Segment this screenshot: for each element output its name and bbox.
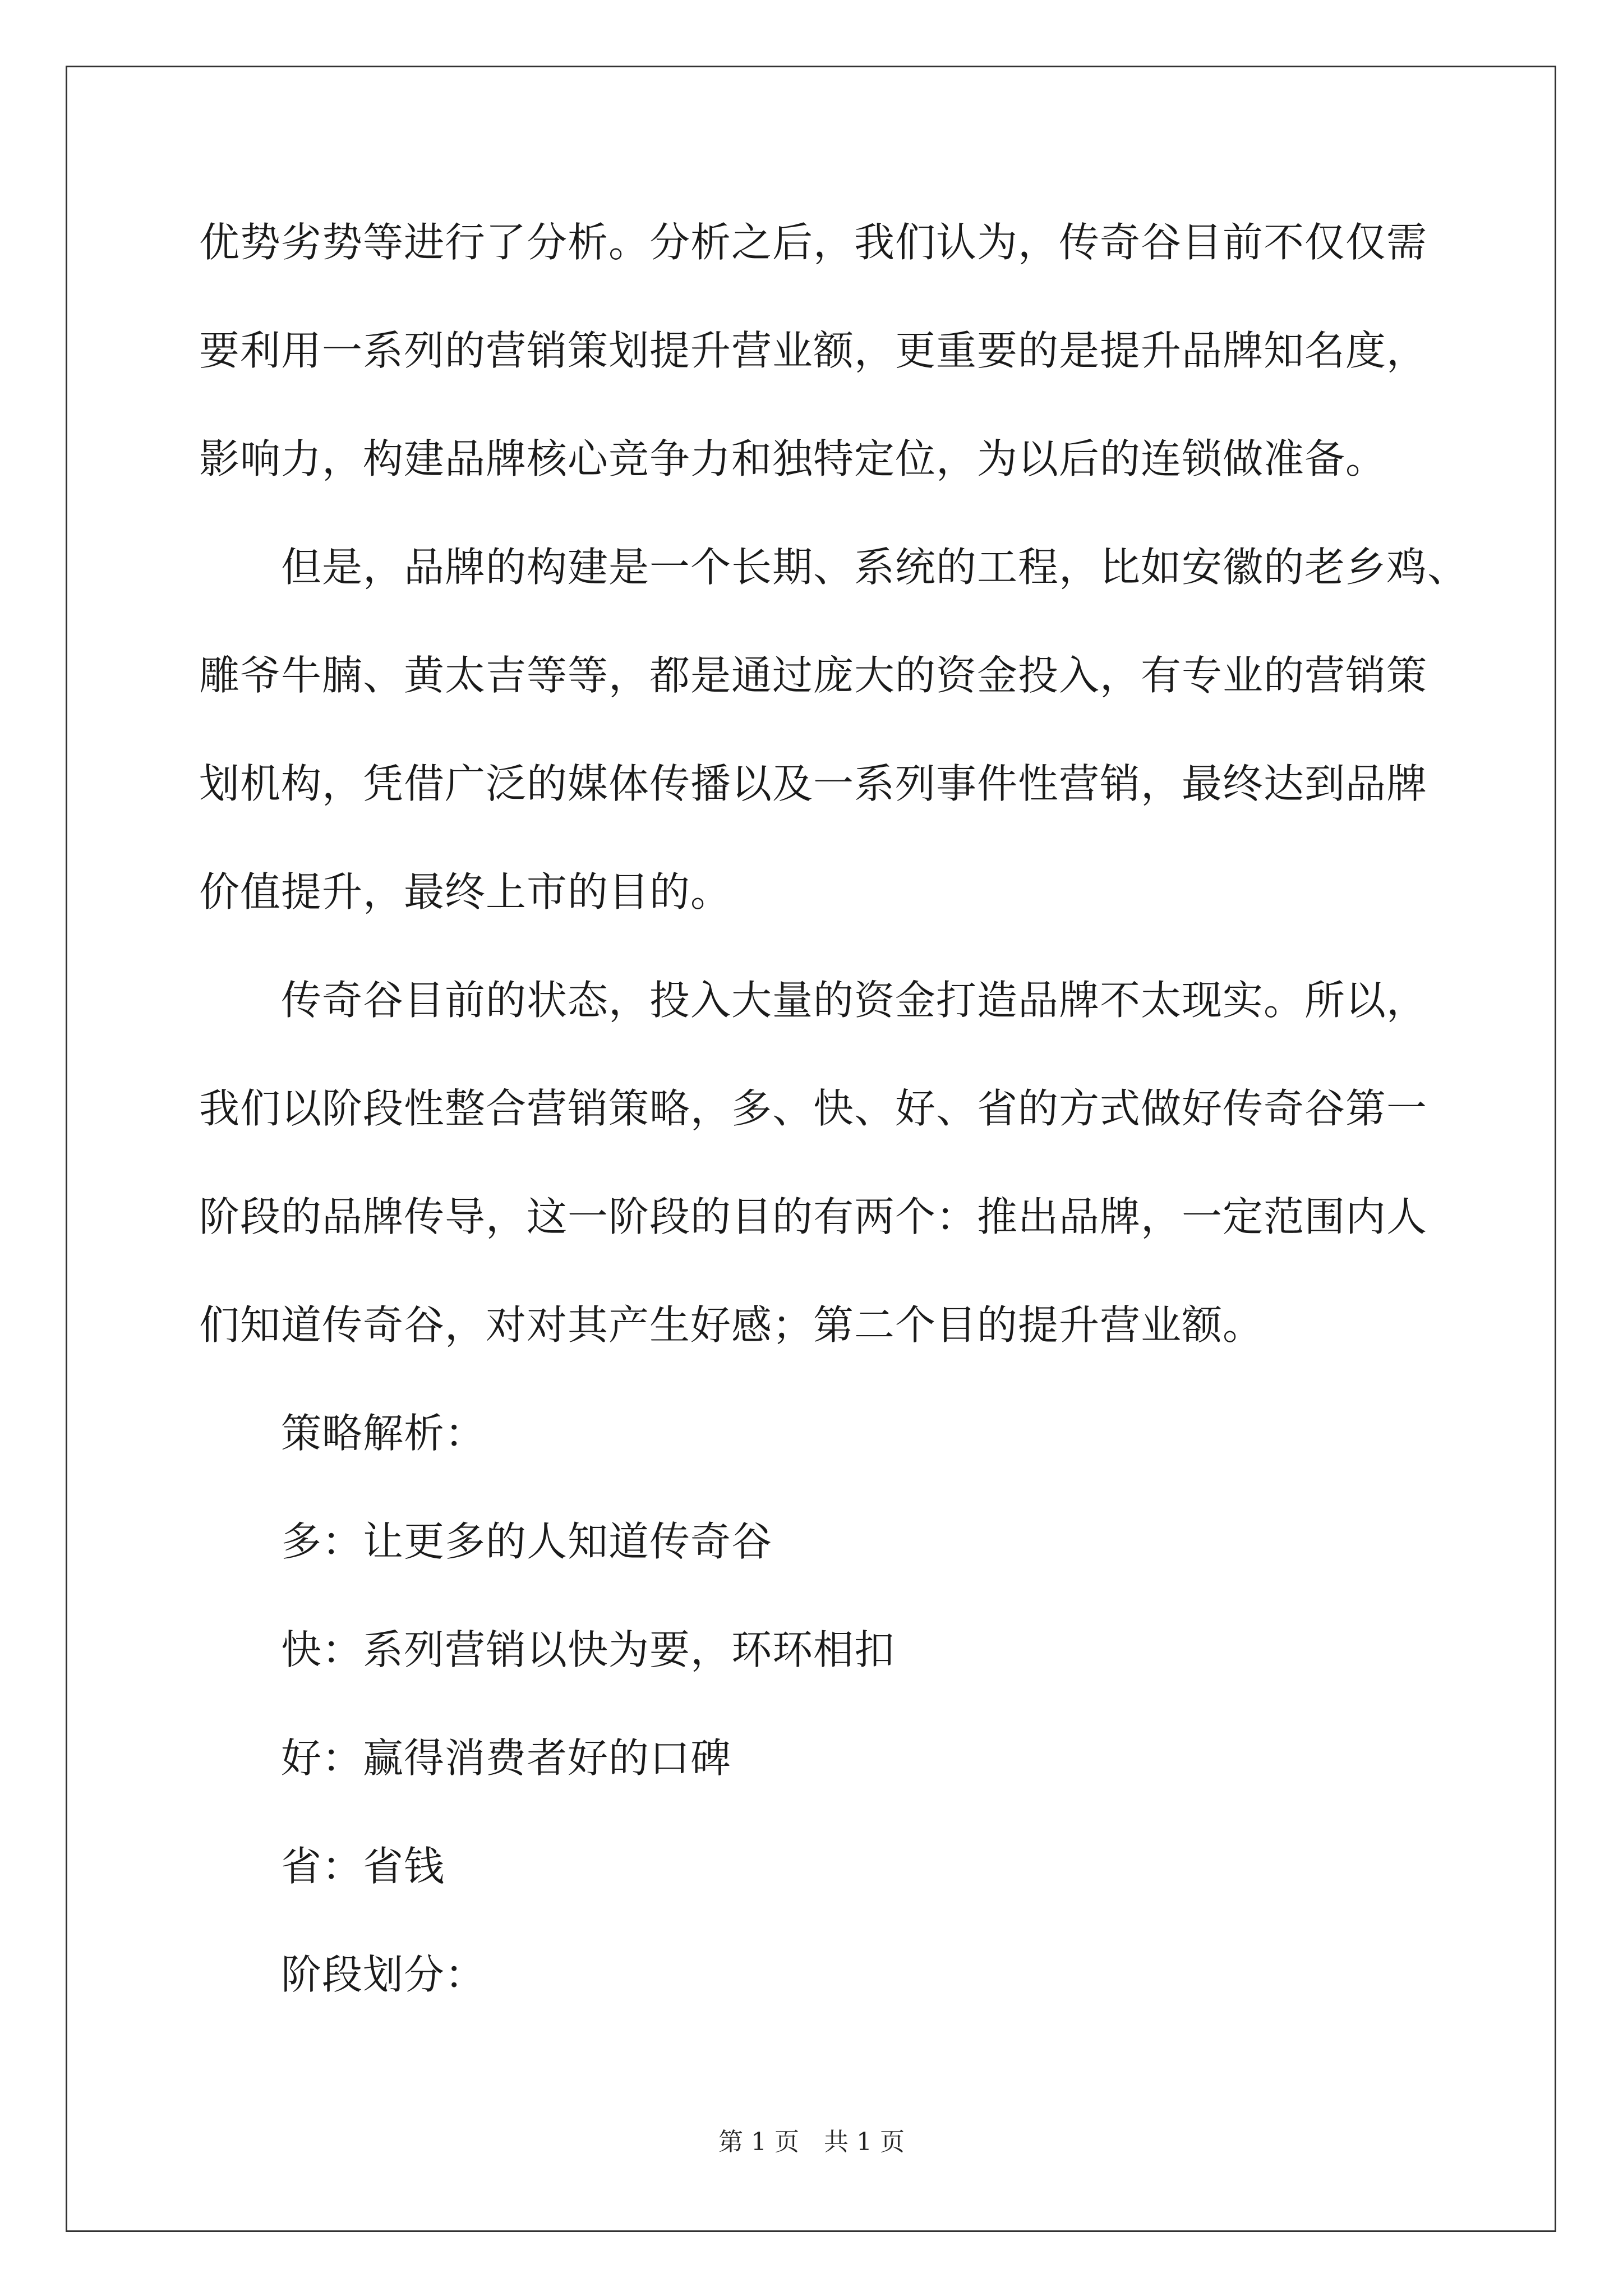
list-item: 省：省钱 [281, 1843, 445, 1890]
paragraph-line: 但是，品牌的构建是一个长期、系统的工程，比如安徽的老乡鸡、 [281, 544, 1469, 591]
paragraph-line: 阶段的品牌传导，这一阶段的目的有两个：推出品牌，一定范围内人 [199, 1193, 1428, 1240]
list-item: 多：让更多的人知道传奇谷 [281, 1518, 773, 1565]
paragraph-line: 雕爷牛腩、黄太吉等等，都是通过庞大的资金投入，有专业的营销策 [199, 652, 1428, 699]
paragraph-line: 要利用一系列的营销策划提升营业额，更重要的是提升品牌知名度， [199, 327, 1428, 374]
paragraph-line: 划机构，凭借广泛的媒体传播以及一系列事件性营销，最终达到品牌 [199, 760, 1428, 807]
paragraph-line: 影响力，构建品牌核心竞争力和独特定位，为以后的连锁做准备。 [199, 435, 1387, 482]
paragraph-line: 传奇谷目前的状态，投入大量的资金打造品牌不太现实。所以， [281, 977, 1428, 1024]
section-heading: 阶段划分： [281, 1951, 486, 1998]
document-body [199, 216, 1489, 2056]
paragraph-line: 们知道传奇谷，对对其产生好感；第二个目的提升营业额。 [199, 1301, 1264, 1349]
paragraph-line: 优势劣势等进行了分析。分析之后，我们认为，传奇谷目前不仅仅需 [199, 219, 1428, 266]
paragraph-line: 价值提升，最终上市的目的。 [199, 868, 732, 915]
page-number-footer: 第 1 页 共 1 页 [718, 2128, 905, 2156]
list-item: 快：系列营销以快为要，环环相扣 [281, 1626, 896, 1673]
paragraph-line: 我们以阶段性整合营销策略，多、快、好、省的方式做好传奇谷第一 [199, 1085, 1428, 1132]
list-item: 好：赢得消费者好的口碑 [281, 1734, 732, 1782]
section-heading: 策略解析： [281, 1410, 486, 1457]
